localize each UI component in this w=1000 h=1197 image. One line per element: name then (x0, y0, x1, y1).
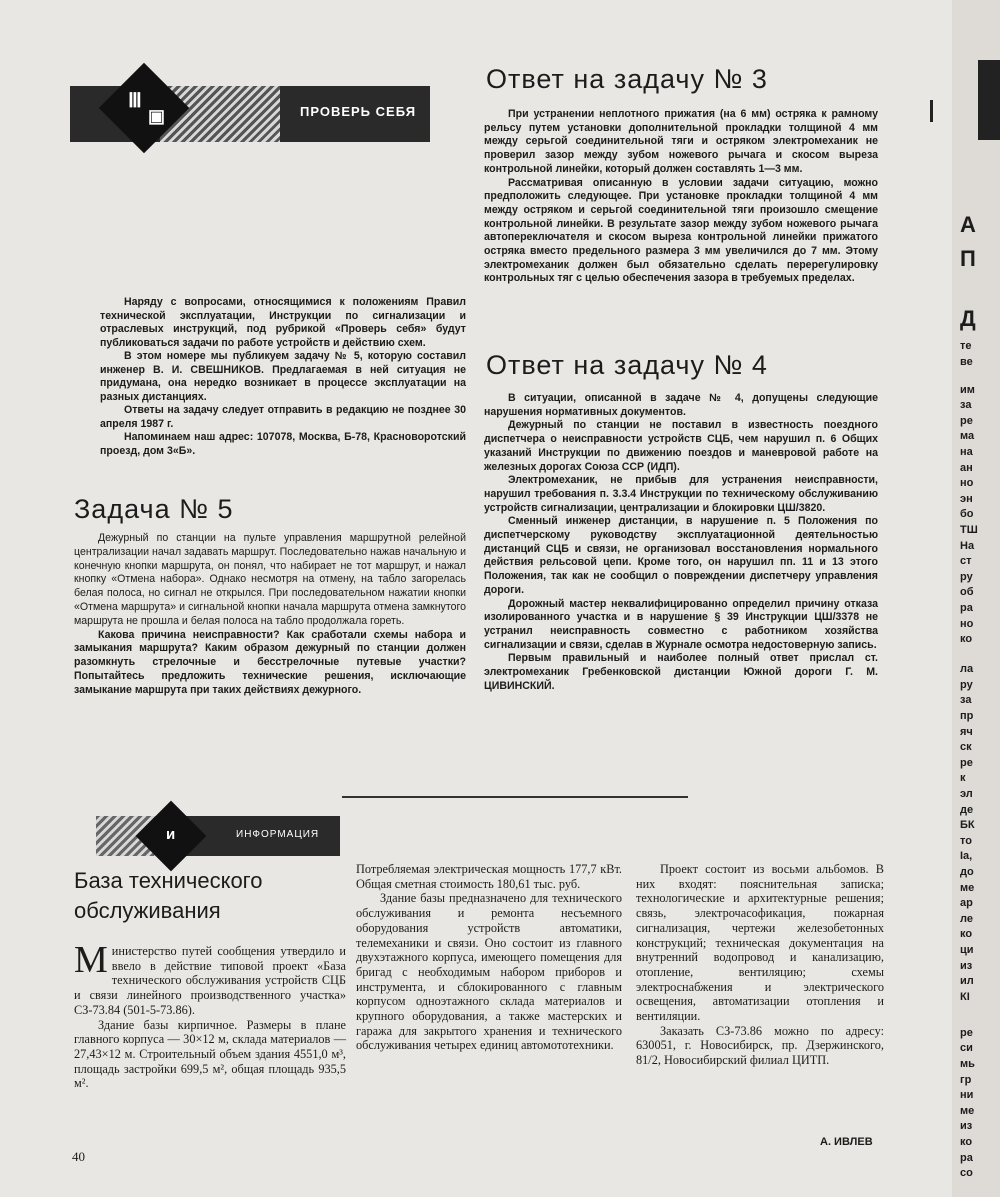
base-paragraph: Проект состоит из восьми альбомов. В них входят: пояснительная записка; технологические и архитектурные решения; связь, электрочасофикация, пожарная сигнализация, чертежи железобетонных конструкций; техническая документация на внутренний водопровод и канализацию, отопление, вентиляцию; схемы электроснабжения и электрического освещения, автоматизации отопления и вентиляции. (636, 862, 884, 1024)
adjacent-fragment: ре (960, 756, 973, 769)
answer4-paragraph: Электромеханик, не прибыв для устранения неисправности, нарушил требования п. 3.3.4 Инструкции по техническому обслуживанию устройств сигнализации, централизации и блокировки ЦШ/3820. (484, 474, 878, 514)
adjacent-fragment: ан (960, 461, 973, 474)
adjacent-fragment: ру (960, 678, 973, 691)
answer4-paragraph: Сменный инженер дистанции, в нарушение п. 5 Положения по диспетчерскому руководству эксплуатационной деятельностью дистанций СЦБ и связи, не организовал восстановления нормального действия рельсовой цепи. Кроме того, он нарушил пп. 11 и 13 этого Положения, так как не сообщил о повреждении диспетчеру управления дороги. (484, 515, 878, 596)
base-paragraph: инистерство путей сообщения утвердило и ввело в действие типовой проект «База технического обслуживания устройств СЦБ и связи линейного производственного участка» СЗ-73.84 (501-5-73.86). (74, 944, 346, 1017)
adjacent-fragment: Iа, (960, 850, 973, 863)
adjacent-fragment: ма (960, 430, 975, 443)
adjacent-fragment: за (960, 694, 972, 707)
adjacent-fragment: те (960, 340, 972, 352)
answer4-paragraph: Дорожный мастер неквалифицированно определил причину отказа изолированного участка и в нарушение § 39 Инструкции ЦШ/3378 не устранил неисправность совместно с работником хозяйства сигнализации и связи, сделав в Журнале осмотра недостоверную запись. (484, 597, 878, 651)
task5-question: Какова причина неисправности? Как сработали схемы набора и замыкания маршрута? Каким образом дежурный по станции должен разомкнуть стрелочные и бесстрелочные путевые участки? Попытайтесь предложить технические решения, исключающие замыкание маршрута при таких действиях дежурного. (74, 628, 466, 696)
adjacent-fragment: ни (960, 1089, 974, 1102)
base-paragraph: Здание базы предназначено для технического обслуживания и ремонта несъемного оборудования устройств автоматики, телемеханики и связи. Оно состоит из главного двухэтажного корпуса, имеющего помещения для бригад с необходимым набором приборов и инструмента, и сблокированного с главным корпусом одноэтажного склада материалов и крупного оборудования, а также мастерских и гаража для закрытого хранения и технического обслуживания четырех единиц автомототехники. (356, 891, 622, 1053)
intro-paragraph: Ответы на задачу следует отправить в редакцию не позднее 30 апреля 1987 г. (100, 404, 466, 430)
adjacent-fragment: А (960, 212, 976, 237)
adjacent-fragment: ко (960, 1136, 973, 1148)
adjacent-fragment: им (960, 383, 975, 396)
adjacent-fragment: но (960, 617, 974, 630)
signal-icon: Ⅲ (128, 90, 142, 112)
adjacent-fragment: ла (960, 663, 974, 676)
adjacent-page-rule (930, 100, 933, 122)
base-column-2 (356, 862, 622, 1053)
adjacent-fragment: ар (960, 897, 973, 910)
base-title (74, 866, 262, 926)
adjacent-fragment: эл (960, 788, 973, 800)
adjacent-fragment: ре (960, 414, 973, 427)
author-signature: А. ИВЛЕВ (820, 1136, 873, 1148)
answer3-paragraph: Рассматривая описанную в условии задачи ситуацию, можно предположить следующее. При установке прокладки толщиной 4 мм между остряком и серьгой соединительной тяги произошло смещение контрольной линейки. В результате зазор между зубом ножевого рычага автопереключателя и скосом выреза контрольной линейки прижатого остряка вместо предельного размера 3 мм увеличился до 7 мм. Этому электромеханик должен был обязательно сделать перерегулировку контрольных тяг с целью обеспечения зазора в требуемых пределах. (484, 176, 878, 285)
adjacent-fragment: ТШ (960, 524, 978, 536)
separator-line (342, 796, 688, 798)
answer4-paragraph: Дежурный по станции не поставил в известность поездного диспетчера о неисправности устройств СЦБ, чем нарушил п. 6 Общих указаний Инструкции по движению поездов и маневровой работе на железных дорогах Союза ССР (ИДП). (484, 419, 878, 473)
base-title-line: обслуживания (74, 898, 221, 923)
adjacent-fragment: пр (960, 710, 974, 722)
info-banner-label: ИНФОРМАЦИЯ (236, 829, 320, 840)
adjacent-fragment: ко (960, 928, 973, 941)
adjacent-fragment: ко (960, 633, 973, 646)
adjacent-fragment: из (960, 959, 973, 972)
adjacent-fragment: ст (960, 555, 972, 568)
adjacent-fragment: де (960, 803, 974, 816)
intro-paragraph: Наряду с вопросами, относящимися к положениям Правил технической эксплуатации, Инструкции по сигнализации и отраслевых инструкций, под рубрикой «Проверь себя» будут публиковаться задачи по работе устройств и действию схем. (100, 296, 466, 349)
answer3-body (484, 108, 878, 286)
adjacent-fragment: из (960, 1120, 973, 1133)
adjacent-fragment: ме (960, 881, 975, 894)
base-paragraph: Заказать СЗ-73.86 можно по адресу: 630051, г. Новосибирск, пр. Дзержинского, 81/2, Новосибирский филиал ЦИТП. (636, 1023, 884, 1068)
adjacent-fragment: си (960, 1042, 973, 1055)
section-title: ПРОВЕРЬ СЕБЯ (300, 104, 417, 119)
adjacent-fragment: за (960, 399, 972, 412)
adjacent-fragment: Д (960, 306, 976, 331)
adjacent-fragment: ск (960, 741, 972, 754)
adjacent-fragment: эн (960, 492, 973, 505)
adjacent-fragment: БК (960, 819, 975, 832)
answer4-paragraph: В ситуации, описанной в задаче № 4, допущены следующие нарушения нормативных документов. (484, 392, 878, 418)
intro-text (100, 296, 466, 458)
intro-paragraph: В этом номере мы публикуем задачу № 5, которую составил инженер В. И. СВЕШНИКОВ. Предлагаемая в ней ситуация не придумана, она нередко возникает в процессе эксплуатации на разных дистанциях. (100, 350, 466, 403)
task5-body (74, 532, 466, 698)
adjacent-fragment: ил (960, 975, 974, 988)
adjacent-fragment: яч (960, 725, 973, 738)
base-column-3 (636, 862, 884, 1068)
base-paragraph: Здание базы кирпичное. Размеры в плане главного корпуса — 30×12 м, склада материалов — 27,43×12 м. Строительный объем здания 4551,0 м³, площадь застройки 699,5 м², общая площадь 935,5 м². (74, 1017, 346, 1091)
adjacent-fragment: П (960, 246, 976, 271)
base-column-1 (74, 939, 346, 1091)
base-title-line: База технического (74, 868, 263, 893)
adjacent-page-edge (952, 0, 1000, 1197)
adjacent-fragment: об (960, 586, 974, 599)
adjacent-page-bar (978, 60, 1000, 140)
adjacent-fragment: мь (960, 1058, 975, 1070)
adjacent-fragment: к (960, 772, 966, 785)
answer4-body (484, 392, 878, 693)
page-number: 40 (72, 1149, 85, 1164)
adjacent-fragment: но (960, 477, 974, 490)
answer3-title: Ответ на задачу № 3 (486, 64, 768, 94)
adjacent-fragment: КІ (960, 990, 970, 1003)
adjacent-fragment: На (960, 539, 975, 552)
adjacent-fragment: ве (960, 355, 973, 368)
relay-icon: ▣ (148, 106, 166, 126)
adjacent-fragment: то (960, 834, 972, 847)
adjacent-fragment: ле (960, 912, 973, 925)
answer4-title: Ответ на задачу № 4 (486, 350, 768, 380)
answer3-paragraph: При устранении неплотного прижатия (на 6 мм) остряка к рамному рельсу путем установки дополнительной прокладки толщиной 4 мм между серьгой соединительной тяги и остряком электромеханик не проверил зазор между зубом ножевого рычага и скосом выреза контрольной линейки, который должен составлять 1—3 мм. (484, 108, 878, 175)
intro-paragraph: Напоминаем наш адрес: 107078, Москва, Б-78, Красноворотский проезд, дом 3«Б». (100, 431, 466, 457)
task5-title: Задача № 5 (74, 494, 234, 524)
adjacent-fragment: со (960, 1167, 973, 1180)
adjacent-fragment: бо (960, 508, 974, 521)
adjacent-fragment: ру (960, 570, 973, 583)
adjacent-fragment: ра (960, 602, 973, 614)
task5-paragraph: Дежурный по станции на пульте управления маршрутной релейной централизации начал задавать маршрут. Последовательно нажав начальную и конечную кнопки маршрута, он понял, что набирает не тот маршрут, и нажал кнопку «Отмена набора». Однако несмотря на отмену, на табло загорелась белая полоса, но сигнал не открылся. При последовательном нажатии кнопки «Отмена маршрута» и сигнальной кнопки начала маршрута отмена замкнутого маршрута не прошла и белая полоса на табло продолжала гореть. (74, 532, 466, 627)
adjacent-fragment: ци (960, 944, 974, 956)
drop-cap: М (74, 939, 108, 981)
adjacent-fragment: ра (960, 1151, 973, 1164)
adjacent-fragment: ре (960, 1026, 973, 1039)
base-paragraph: Потребляемая электрическая мощность 177,7 кВт. Общая сметная стоимость 180,61 тыс. руб. (356, 862, 622, 891)
info-glyph: и (166, 826, 176, 843)
adjacent-fragment: на (960, 446, 973, 458)
adjacent-fragment: ме (960, 1104, 975, 1117)
adjacent-fragment: гр (960, 1073, 972, 1086)
answer4-paragraph: Первым правильный и наиболее полный ответ прислал ст. электромеханик Гребенковской дистанции Южной дороги Г. М. ЦИВИНСКИЙ. (484, 652, 878, 692)
adjacent-fragment: до (960, 866, 974, 878)
